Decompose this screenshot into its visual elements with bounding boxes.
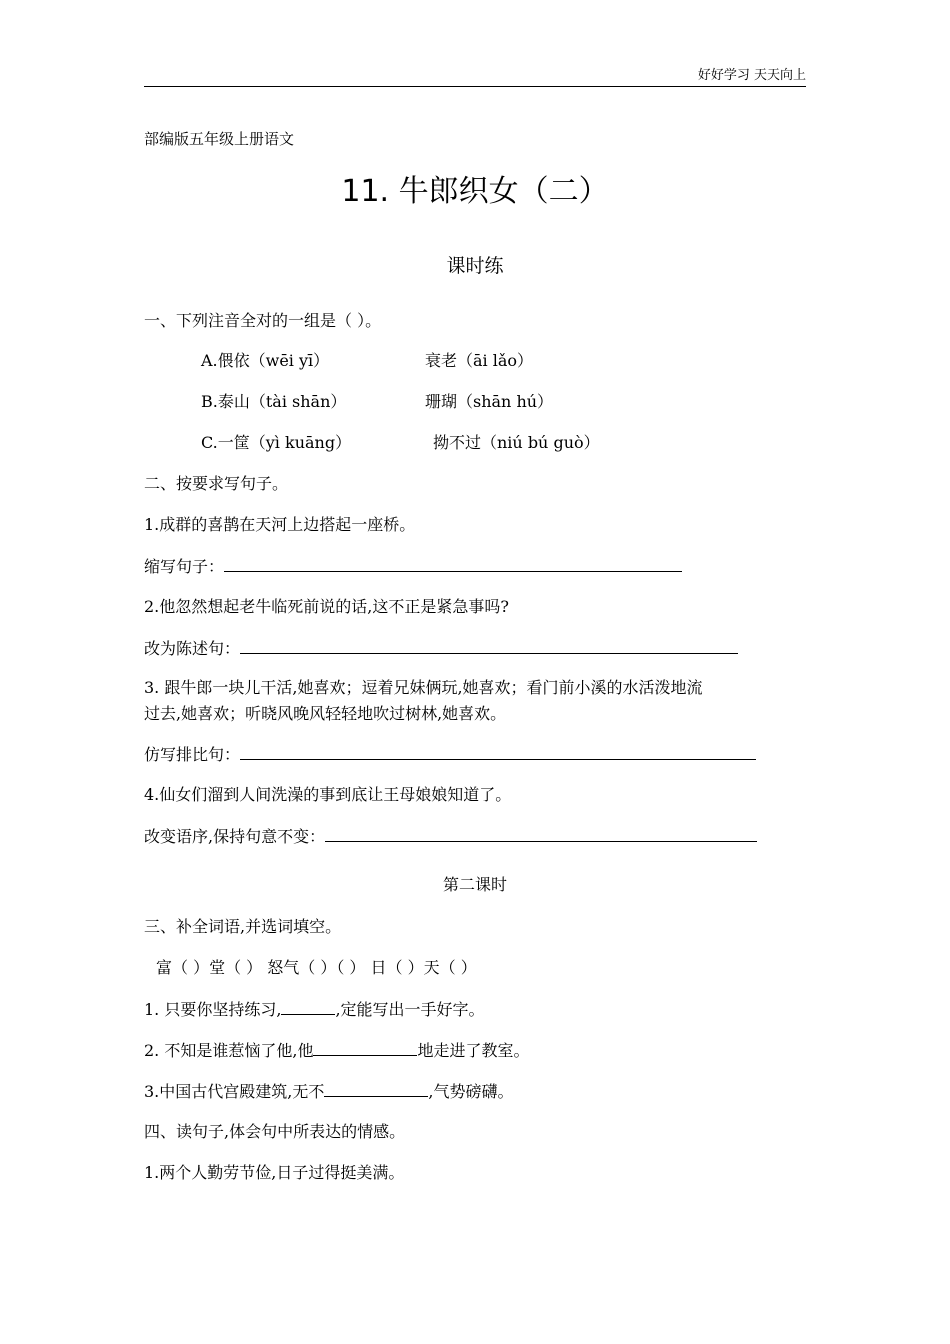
q2-sentence-1: 1.成群的喜鹊在天河上边搭起一座桥。 [144, 515, 416, 534]
q3-fill-2-start: 2. 不知是谁惹恼了他,他 [144, 1041, 314, 1060]
page-subtitle: 课时练 [446, 255, 504, 277]
q4-sentence-1: 1.两个人勤劳节俭,日子过得挺美满。 [144, 1163, 405, 1182]
q1-prompt: 一、下列注音全对的一组是（ ）。 [144, 311, 382, 330]
q2-answer-4 [144, 825, 757, 848]
q3-fill-1 [144, 998, 485, 1021]
q3-fill-3-end: ,气势磅礴。 [428, 1082, 514, 1101]
q1-option-b-right: 珊瑚（shān hú） [425, 392, 554, 411]
q2-answer-2 [144, 637, 738, 660]
q2-answer-1 [144, 555, 682, 578]
q2-answer-1-label: 缩写句子： [144, 557, 225, 576]
answer-blank[interactable] [325, 825, 757, 842]
q3-word-blanks: 富（ ）堂（ ） 怒气（ ）（ ） 日（ ）天（ ） [156, 958, 477, 977]
q2-sentence-4: 4.仙女们溜到人间洗澡的事到底让王母娘娘知道了。 [144, 785, 512, 804]
q1-option-a-right: 衰老（āi lǎo） [425, 351, 534, 370]
q1-option-c-left: C.一筐（yì kuāng） [201, 433, 352, 452]
subject-label: 部编版五年级上册语文 [144, 130, 295, 148]
q3-fill-3 [144, 1080, 513, 1103]
q1-option-a-left: A.偎依（wēi yī） [201, 351, 330, 370]
lesson-2-heading: 第二课时 [442, 875, 507, 894]
q3-fill-2-end: 地走进了教室。 [417, 1041, 530, 1060]
q3-fill-2 [144, 1039, 529, 1062]
q1-option-b-left: B.泰山（tài shān） [201, 392, 347, 411]
q2-prompt: 二、按要求写句子。 [144, 474, 289, 493]
header-motto: 好好学习 天天向上 [697, 68, 806, 83]
answer-blank[interactable] [240, 743, 756, 760]
q3-fill-1-end: ,定能写出一手好字。 [335, 1000, 485, 1019]
answer-blank[interactable] [240, 637, 738, 654]
q1-option-c-right: 拗不过（niú bú guò） [433, 433, 600, 452]
q4-prompt: 四、读句子,体会句中所表达的情感。 [144, 1122, 406, 1141]
q2-answer-3-label: 仿写排比句： [144, 745, 241, 764]
answer-blank[interactable] [224, 555, 682, 572]
q2-sentence-3-line-1: 3. 跟牛郎一块儿干活,她喜欢；逗着兄妹俩玩,她喜欢；看门前小溪的水活泼地流 [144, 678, 703, 697]
q2-answer-4-label: 改变语序,保持句意不变： [144, 827, 326, 846]
fill-blank[interactable] [313, 1039, 417, 1056]
fill-blank[interactable] [324, 1080, 428, 1097]
q2-sentence-3-line-2: 过去,她喜欢；听晓风晚风轻轻地吹过树林,她喜欢。 [144, 704, 507, 723]
page-title: 11. 牛郎织女（二） [341, 174, 609, 209]
q2-answer-2-label: 改为陈述句： [144, 639, 241, 658]
q3-fill-1-start: 1. 只要你坚持练习, [144, 1000, 282, 1019]
fill-blank[interactable] [281, 998, 335, 1015]
q2-sentence-2: 2.他忽然想起老牛临死前说的话,这不正是紧急事吗? [144, 597, 509, 616]
q3-prompt: 三、补全词语,并选词填空。 [144, 917, 342, 936]
q2-answer-3 [144, 743, 756, 766]
header-rule [144, 86, 806, 87]
q3-fill-3-start: 3.中国古代宫殿建筑,无不 [144, 1082, 325, 1101]
